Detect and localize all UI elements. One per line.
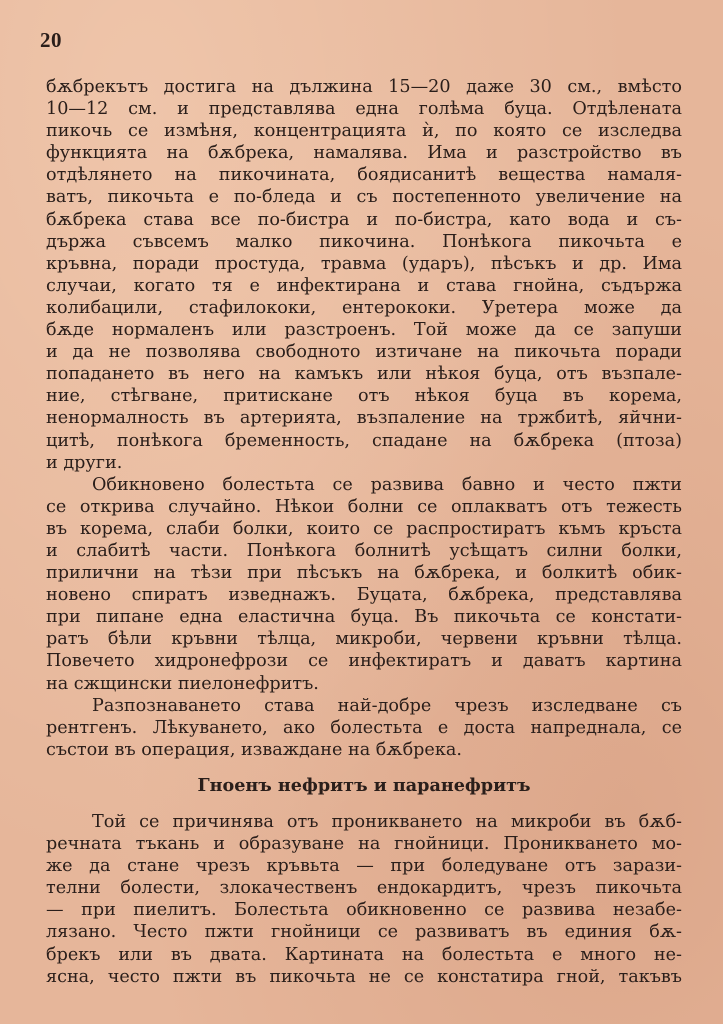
- text-line: държа съвсемъ малко пикочина. Понѣкога пикочьта е: [46, 231, 682, 252]
- text-line: попадането въ него на камъкъ или нѣкоя буца, отъ възпале-: [46, 364, 682, 385]
- text-line: функцията на бѫбрека, намалява. Има и разстройство въ: [46, 143, 682, 164]
- text-line: въ корема, слаби болки, които се распростиратъ къмъ кръста: [46, 518, 682, 539]
- text-line: бѫде нормаленъ или разстроенъ. Той може да се запуши: [46, 320, 682, 341]
- text-line: и слабитѣ части. Понѣкога болнитѣ усѣщатъ силни болки,: [46, 540, 682, 561]
- text-line: 10—12 см. и представлява една голѣма буца. Отдѣлената: [46, 99, 682, 120]
- text-line: пикочь се измѣня, концентрацията ѝ, по която се изследва: [46, 121, 682, 142]
- text-line: кръвна, поради простуда, травма (ударъ), пѣсъкъ и др. Има: [46, 253, 682, 274]
- text-line: при пипане една еластична буца. Въ пикочьта се констати-: [46, 607, 682, 628]
- text-line: рентгенъ. Лѣкуването, ако болестьта е доста напреднала, се: [46, 717, 682, 738]
- body-text: [46, 76, 682, 988]
- text-line: ясна, често пжти въ пикочьта не се констатира гной, такъвъ: [46, 966, 682, 987]
- text-line: цитѣ, понѣкога бременность, спадане на бѫбрека (птоза): [46, 430, 682, 451]
- text-line: новено спиратъ изведнажъ. Буцата, бѫбрека, представлява: [46, 585, 682, 606]
- text-line: лязано. Често пжти гнойници се развиватъ въ единия бѫ-: [46, 922, 682, 943]
- text-line: ненормалность въ артерията, възпаление на тржбитѣ, яйчни-: [46, 408, 682, 429]
- text-line: телни болести, злокачественъ ендокардитъ, чрезъ пикочьта: [46, 878, 682, 899]
- text-line: и други.: [46, 452, 123, 473]
- page-number: 20: [40, 28, 62, 52]
- text-line: бѫбрекътъ достига на дължина 15—20 даже 30 см., вмѣсто: [46, 77, 682, 97]
- text-line: брекъ или въ двата. Картината на болестьта е много не-: [46, 944, 682, 965]
- text-line: Той се причинява отъ проникването на микроби въ бѫб-: [92, 812, 682, 832]
- paragraph: [46, 76, 682, 474]
- text-line: Обикновено болестьта се развива бавно и често пжти: [92, 474, 682, 495]
- text-line: — при пиелитъ. Болестьта обикновенно се развива незабе-: [46, 900, 682, 921]
- text-line: ратъ бѣли кръвни тѣлца, микроби, червени кръвни тѣлца.: [46, 629, 682, 650]
- text-line: бѫбрека става все по-бистра и по-бистра, като вода и съ-: [46, 209, 682, 230]
- text-line: Разпознаването става най-добре чрезъ изследване съ: [92, 695, 682, 716]
- text-line: речната тъкань и образуване на гнойници. Проникването мо-: [46, 834, 682, 855]
- text-line: же да стане чрезъ кръвьта — при боледуване отъ зарази-: [46, 856, 682, 877]
- paragraph: [46, 474, 682, 695]
- text-line: на сжщински пиелонефритъ.: [46, 673, 319, 694]
- text-line: и да не позволява свободното изтичане на пикочьта поради: [46, 342, 682, 363]
- text-line: състои въ операция, изваждане на бѫбрека.: [46, 739, 462, 760]
- text-line: колибацили, стафилококи, ентерококи. Уретера може да: [46, 297, 682, 318]
- text-line: ватъ, пикочьта е по-бледа и съ постепенното увеличение на: [46, 187, 682, 208]
- text-line: отдѣлянето на пикочината, боядисанитѣ вещества намаля-: [46, 165, 682, 186]
- text-line: Повечето хидронефрози се инфектиратъ и даватъ картина: [46, 651, 682, 672]
- text-line: случаи, когато тя е инфектирана и става гнойна, съдържа: [46, 275, 682, 296]
- text-line: ние, стѣгване, притискане отъ нѣкоя буца въ корема,: [46, 386, 682, 407]
- paragraph: [46, 811, 682, 988]
- text-line: прилични на тѣзи при пѣсъкъ на бѫбрека, и болкитѣ обик-: [46, 563, 682, 584]
- section-heading: Гноенъ нефритъ и паранефритъ: [197, 774, 531, 796]
- text-line: се открива случайно. Нѣкои болни се оплакватъ отъ тежесть: [46, 496, 682, 517]
- paragraph: [46, 695, 682, 761]
